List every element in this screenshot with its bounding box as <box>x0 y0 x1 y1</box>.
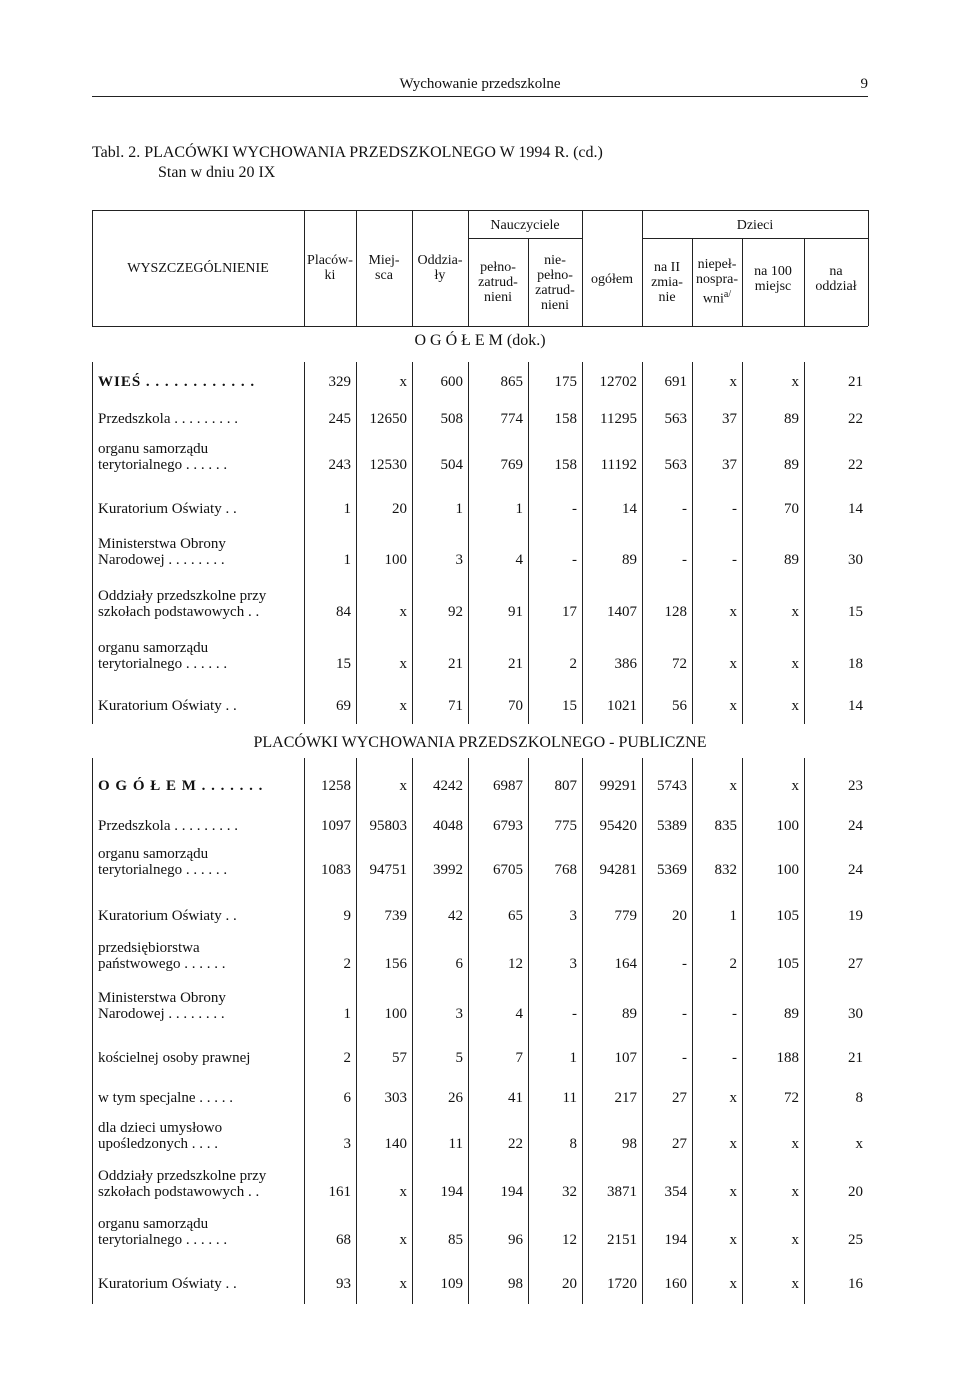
table-cell: 832 <box>714 862 737 878</box>
header-dzieci <box>642 214 868 236</box>
header-miejsca-text: Miej- sca <box>368 253 400 283</box>
table-cell: 27 <box>672 1136 687 1152</box>
table-cell: 807 <box>554 778 577 794</box>
table-cell: 12702 <box>599 374 637 390</box>
table-title: Tabl. 2. PLACÓWKI WYCHOWANIA PRZEDSZKOLNEGO W 1994 R. (cd.) <box>92 144 603 161</box>
table-cell: 20 <box>672 908 687 924</box>
table-cell: 865 <box>500 374 523 390</box>
table-cell: x <box>729 1136 737 1152</box>
table-cell: 98 <box>622 1136 637 1152</box>
header-nauczyciele-text: Nauczyciele <box>490 217 560 233</box>
header-ogolem-text: ogółem <box>591 271 633 287</box>
table-cell: 69 <box>336 698 351 714</box>
table-cell: - <box>682 1050 687 1066</box>
table-cell: x <box>791 656 799 672</box>
table-cell: 65 <box>508 908 523 924</box>
table-cell: 2 <box>343 1050 351 1066</box>
row-label: organu samorządu terytorialnego . . . . . . <box>98 846 228 878</box>
table-cell: 1083 <box>321 862 351 878</box>
table-cell: 1 <box>729 908 737 924</box>
table-cell: 14 <box>622 501 637 517</box>
table-cell: 140 <box>384 1136 407 1152</box>
table-cell: - <box>732 501 737 517</box>
table-cell: 1 <box>569 1050 577 1066</box>
table-rule <box>582 758 583 1304</box>
table-cell: 18 <box>848 656 863 672</box>
table-cell: - <box>732 552 737 568</box>
table-cell: x <box>791 1184 799 1200</box>
table-rule <box>642 238 868 239</box>
header-na-oddzial-text: na oddział <box>815 264 857 294</box>
table-cell: 89 <box>784 411 799 427</box>
table-cell: 4 <box>515 1006 523 1022</box>
header-placowki-text: Placów- ki <box>307 253 353 283</box>
table-cell: 89 <box>784 457 799 473</box>
running-title: Wychowanie przedszkolne <box>399 76 561 92</box>
table-cell: x <box>791 374 799 390</box>
table-cell: 563 <box>664 411 687 427</box>
header-miejsca <box>356 238 412 298</box>
table-cell: x <box>791 1276 799 1292</box>
table-cell: - <box>732 1006 737 1022</box>
table-cell: 9 <box>343 908 351 924</box>
table-cell: 70 <box>508 698 523 714</box>
table-subtitle: Stan w dniu 20 IX <box>158 164 276 181</box>
header-niepelno-text: nie- pełno- zatrud- nieni <box>535 253 575 313</box>
table-cell: 243 <box>328 457 351 473</box>
table-cell: - <box>682 501 687 517</box>
table-cell: 72 <box>784 1090 799 1106</box>
table-cell: - <box>572 1006 577 1022</box>
table-cell: 42 <box>448 908 463 924</box>
table-cell: 7 <box>515 1050 523 1066</box>
table-cell: 245 <box>328 411 351 427</box>
row-label: w tym specjalne . . . . . <box>98 1090 233 1106</box>
table-cell: 164 <box>614 956 637 972</box>
row-label: Oddziały przedszkolne przy szkołach podstawowych . . <box>98 588 267 620</box>
table-cell: 6705 <box>493 862 523 878</box>
table-cell: 303 <box>384 1090 407 1106</box>
row-label: kościelnej osoby prawnej <box>98 1050 251 1066</box>
table-cell: 160 <box>664 1276 687 1292</box>
table-cell: 1258 <box>321 778 351 794</box>
table-cell: x <box>399 698 407 714</box>
header-ogolem <box>582 244 642 314</box>
table-cell: 100 <box>384 552 407 568</box>
table-cell: - <box>572 552 577 568</box>
table-cell: 4 <box>515 552 523 568</box>
table-cell: 100 <box>384 1006 407 1022</box>
table-cell: 1097 <box>321 818 351 834</box>
table-cell: 774 <box>500 411 523 427</box>
table-cell: 1 <box>515 501 523 517</box>
table-cell: 41 <box>508 1090 523 1106</box>
table-rule <box>92 362 93 724</box>
table-cell: 1021 <box>607 698 637 714</box>
table-cell: x <box>791 698 799 714</box>
table-cell: 105 <box>776 956 799 972</box>
table-cell: x <box>729 1276 737 1292</box>
table-cell: 1 <box>343 1006 351 1022</box>
table-cell: 194 <box>500 1184 523 1200</box>
table-cell: 11 <box>562 1090 577 1106</box>
table-cell: 386 <box>614 656 637 672</box>
table-cell: 1 <box>343 552 351 568</box>
header-label <box>92 238 304 298</box>
table-cell: 109 <box>440 1276 463 1292</box>
table-cell: 779 <box>614 908 637 924</box>
table-cell: 96 <box>508 1232 523 1248</box>
table-cell: 57 <box>392 1050 407 1066</box>
row-label: Przedszkola . . . . . . . . . <box>98 818 238 834</box>
table-cell: 1720 <box>607 1276 637 1292</box>
table-cell: 11 <box>448 1136 463 1152</box>
table-cell: 3 <box>569 908 577 924</box>
table-cell: x <box>399 604 407 620</box>
table-cell: 508 <box>440 411 463 427</box>
table-cell: 6793 <box>493 818 523 834</box>
row-label: dla dzieci umysłowo upośledzonych . . . . <box>98 1120 223 1152</box>
header-oddzialy-text: Oddzia- ły <box>417 253 463 283</box>
table-cell: 23 <box>848 778 863 794</box>
table-cell: 20 <box>392 501 407 517</box>
table-rule <box>804 758 805 1304</box>
row-label: organu samorządu terytorialnego . . . . . . <box>98 1216 228 1248</box>
table-cell: 84 <box>336 604 351 620</box>
table-cell: 30 <box>848 552 863 568</box>
header-nauczyciele <box>468 214 582 236</box>
table-cell: 329 <box>328 374 351 390</box>
table-cell: x <box>729 778 737 794</box>
table-rule <box>92 210 868 211</box>
table-cell: 24 <box>848 818 863 834</box>
page-number: 9 <box>860 76 868 92</box>
table-rule <box>468 238 582 239</box>
table-cell: 27 <box>848 956 863 972</box>
table-rule <box>92 758 93 1304</box>
table-cell: 20 <box>562 1276 577 1292</box>
table-cell: 15 <box>336 656 351 672</box>
table-cell: x <box>399 1232 407 1248</box>
table-rule <box>642 758 643 1304</box>
header-niepelno <box>528 244 582 322</box>
table-cell: 563 <box>664 457 687 473</box>
table-cell: 5743 <box>657 778 687 794</box>
table-rule <box>356 758 357 1304</box>
table-cell: x <box>729 1184 737 1200</box>
table-cell: 3 <box>569 956 577 972</box>
table-cell: 2 <box>569 656 577 672</box>
table-cell: - <box>682 1006 687 1022</box>
header-oddzialy <box>412 238 468 298</box>
row-label: Kuratorium Oświaty . . <box>98 908 237 924</box>
section-title: O G Ó Ł E M (dok.) <box>414 332 546 349</box>
table-cell: 600 <box>440 374 463 390</box>
table-cell: x <box>791 604 799 620</box>
table-cell: x <box>729 656 737 672</box>
section-title: PLACÓWKI WYCHOWANIA PRZEDSZKOLNEGO - PUBLICZNE <box>253 734 707 751</box>
table-cell: 5 <box>455 1050 463 1066</box>
table-cell: 11295 <box>600 411 637 427</box>
table-cell: 217 <box>614 1090 637 1106</box>
table-cell: 20 <box>848 1184 863 1200</box>
header-pelno-text: pełno- zatrud- nieni <box>478 259 518 305</box>
table-cell: x <box>791 1136 799 1152</box>
row-label: O G Ó Ł E M . . . . . . . <box>98 778 264 794</box>
table-cell: 89 <box>784 552 799 568</box>
table-cell: 1 <box>455 501 463 517</box>
header-na-oddzial <box>804 244 868 314</box>
table-rule <box>468 758 469 1304</box>
table-rule <box>412 758 413 1304</box>
table-cell: 3 <box>455 1006 463 1022</box>
table-rule <box>304 758 305 1304</box>
table-cell: 93 <box>336 1276 351 1292</box>
table-cell: 188 <box>776 1050 799 1066</box>
table-cell: 37 <box>722 457 737 473</box>
table-cell: x <box>729 374 737 390</box>
table-cell: x <box>729 1090 737 1106</box>
table-cell: 27 <box>672 1090 687 1106</box>
table-cell: x <box>399 1276 407 1292</box>
table-cell: 21 <box>508 656 523 672</box>
table-cell: x <box>791 1232 799 1248</box>
table-cell: 89 <box>784 1006 799 1022</box>
table-cell: 98 <box>508 1276 523 1292</box>
table-cell: 12530 <box>369 457 407 473</box>
table-cell: 4048 <box>433 818 463 834</box>
table-cell: 22 <box>848 411 863 427</box>
table-cell: 3992 <box>433 862 463 878</box>
table-cell: 768 <box>554 862 577 878</box>
table-cell: 6 <box>343 1090 351 1106</box>
header-niepelnosprawni <box>692 244 742 320</box>
table-cell: x <box>855 1136 863 1152</box>
row-label: Kuratorium Oświaty . . <box>98 501 237 517</box>
table-cell: 194 <box>440 1184 463 1200</box>
row-label: organu samorządu terytorialnego . . . . . . <box>98 441 228 473</box>
row-label: przedsiębiorstwa państwowego . . . . . . <box>98 940 226 972</box>
table-cell: 89 <box>622 1006 637 1022</box>
table-cell: 6 <box>455 956 463 972</box>
table-cell: 99291 <box>599 778 637 794</box>
table-rule <box>868 210 869 326</box>
row-label: Ministerstwa Obrony Narodowej . . . . . . . . <box>98 536 226 568</box>
table-cell: 12 <box>562 1232 577 1248</box>
table-cell: 22 <box>848 457 863 473</box>
table-cell: 107 <box>614 1050 637 1066</box>
table-cell: 8 <box>855 1090 863 1106</box>
table-cell: 95420 <box>599 818 637 834</box>
header-pelno <box>468 244 528 320</box>
table-cell: x <box>399 778 407 794</box>
statistics-table <box>92 210 868 1304</box>
table-cell: 24 <box>848 862 863 878</box>
table-cell: 25 <box>848 1232 863 1248</box>
header-na-ii-zmianie <box>642 244 692 320</box>
table-rule <box>692 758 693 1304</box>
table-cell: 85 <box>448 1232 463 1248</box>
header-na-100-miejsc <box>742 244 804 314</box>
table-cell: 835 <box>714 818 737 834</box>
table-cell: 94281 <box>599 862 637 878</box>
table-cell: 71 <box>448 698 463 714</box>
table-cell: 72 <box>672 656 687 672</box>
header-na-ii-zmianie-text: na II zmia- nie <box>651 259 683 305</box>
footnote-marker: a/ <box>723 289 732 301</box>
table-cell: 70 <box>784 501 799 517</box>
table-rule <box>92 326 868 327</box>
table-cell: 175 <box>554 374 577 390</box>
header-na-100-miejsc-text: na 100 miejsc <box>754 264 792 294</box>
table-cell: 5389 <box>657 818 687 834</box>
table-cell: 37 <box>722 411 737 427</box>
table-cell: 12650 <box>369 411 407 427</box>
table-cell: 19 <box>848 908 863 924</box>
table-cell: 2151 <box>607 1232 637 1248</box>
table-cell: 17 <box>562 604 577 620</box>
table-cell: 91 <box>508 604 523 620</box>
table-cell: x <box>729 1232 737 1248</box>
table-cell: 6987 <box>493 778 523 794</box>
row-label: Kuratorium Oświaty . . <box>98 1276 237 1292</box>
table-cell: 21 <box>848 374 863 390</box>
row-label: Ministerstwa Obrony Narodowej . . . . . . . . <box>98 990 226 1022</box>
row-label: Kuratorium Oświaty . . <box>98 698 237 714</box>
table-cell: 94751 <box>369 862 407 878</box>
header-label-text: WYSZCZEGÓLNIENIE <box>127 260 269 276</box>
row-label: WIEŚ . . . . . . . . . . . . <box>98 374 256 390</box>
row-label: Przedszkola . . . . . . . . . <box>98 411 238 427</box>
table-cell: 128 <box>664 604 687 620</box>
table-cell: 11192 <box>600 457 637 473</box>
table-cell: 56 <box>672 698 687 714</box>
running-header <box>92 76 868 97</box>
table-cell: x <box>399 656 407 672</box>
table-cell: 158 <box>554 411 577 427</box>
header-niepelnosprawni-text: niepeł- nospra- wni$^{a/}$ <box>696 257 738 307</box>
table-cell: 68 <box>336 1232 351 1248</box>
table-rule <box>528 758 529 1304</box>
table-cell: 5369 <box>657 862 687 878</box>
table-cell: x <box>399 1184 407 1200</box>
table-cell: 504 <box>440 457 463 473</box>
table-cell: 1407 <box>607 604 637 620</box>
table-cell: 14 <box>848 501 863 517</box>
table-cell: 354 <box>664 1184 687 1200</box>
table-cell: - <box>732 1050 737 1066</box>
table-cell: 3871 <box>607 1184 637 1200</box>
table-cell: 8 <box>569 1136 577 1152</box>
header-dzieci-text: Dzieci <box>736 217 774 233</box>
table-cell: 21 <box>448 656 463 672</box>
table-cell: 12 <box>508 956 523 972</box>
table-cell: 14 <box>848 698 863 714</box>
row-label: organu samorządu terytorialnego . . . . . . <box>98 640 228 672</box>
table-cell: 22 <box>508 1136 523 1152</box>
table-cell: 30 <box>848 1006 863 1022</box>
table-cell: 2 <box>343 956 351 972</box>
table-cell: 4242 <box>433 778 463 794</box>
table-cell: 156 <box>384 956 407 972</box>
table-cell: 32 <box>562 1184 577 1200</box>
table-cell: 691 <box>664 374 687 390</box>
table-cell: x <box>729 604 737 620</box>
table-cell: 1 <box>343 501 351 517</box>
table-cell: 161 <box>328 1184 351 1200</box>
table-cell: 100 <box>776 818 799 834</box>
header-placowki <box>304 238 356 298</box>
table-cell: 3 <box>455 552 463 568</box>
table-cell: 16 <box>848 1276 863 1292</box>
table-cell: 21 <box>848 1050 863 1066</box>
table-cell: 100 <box>776 862 799 878</box>
table-cell: - <box>682 956 687 972</box>
table-cell: 92 <box>448 604 463 620</box>
table-cell: 2 <box>729 956 737 972</box>
table-cell: 89 <box>622 552 637 568</box>
table-cell: x <box>399 374 407 390</box>
table-cell: 194 <box>664 1232 687 1248</box>
table-cell: 105 <box>776 908 799 924</box>
table-cell: 15 <box>562 698 577 714</box>
table-cell: 158 <box>554 457 577 473</box>
table-cell: 15 <box>848 604 863 620</box>
table-cell: 3 <box>343 1136 351 1152</box>
row-label: Oddziały przedszkolne przy szkołach podstawowych . . <box>98 1168 267 1200</box>
table-cell: x <box>729 698 737 714</box>
table-cell: x <box>791 778 799 794</box>
table-cell: 769 <box>500 457 523 473</box>
table-rule <box>742 758 743 1304</box>
table-cell: 739 <box>384 908 407 924</box>
table-cell: 775 <box>554 818 577 834</box>
table-cell: 95803 <box>369 818 407 834</box>
table-cell: 26 <box>448 1090 463 1106</box>
table-cell: - <box>682 552 687 568</box>
table-cell: - <box>572 501 577 517</box>
